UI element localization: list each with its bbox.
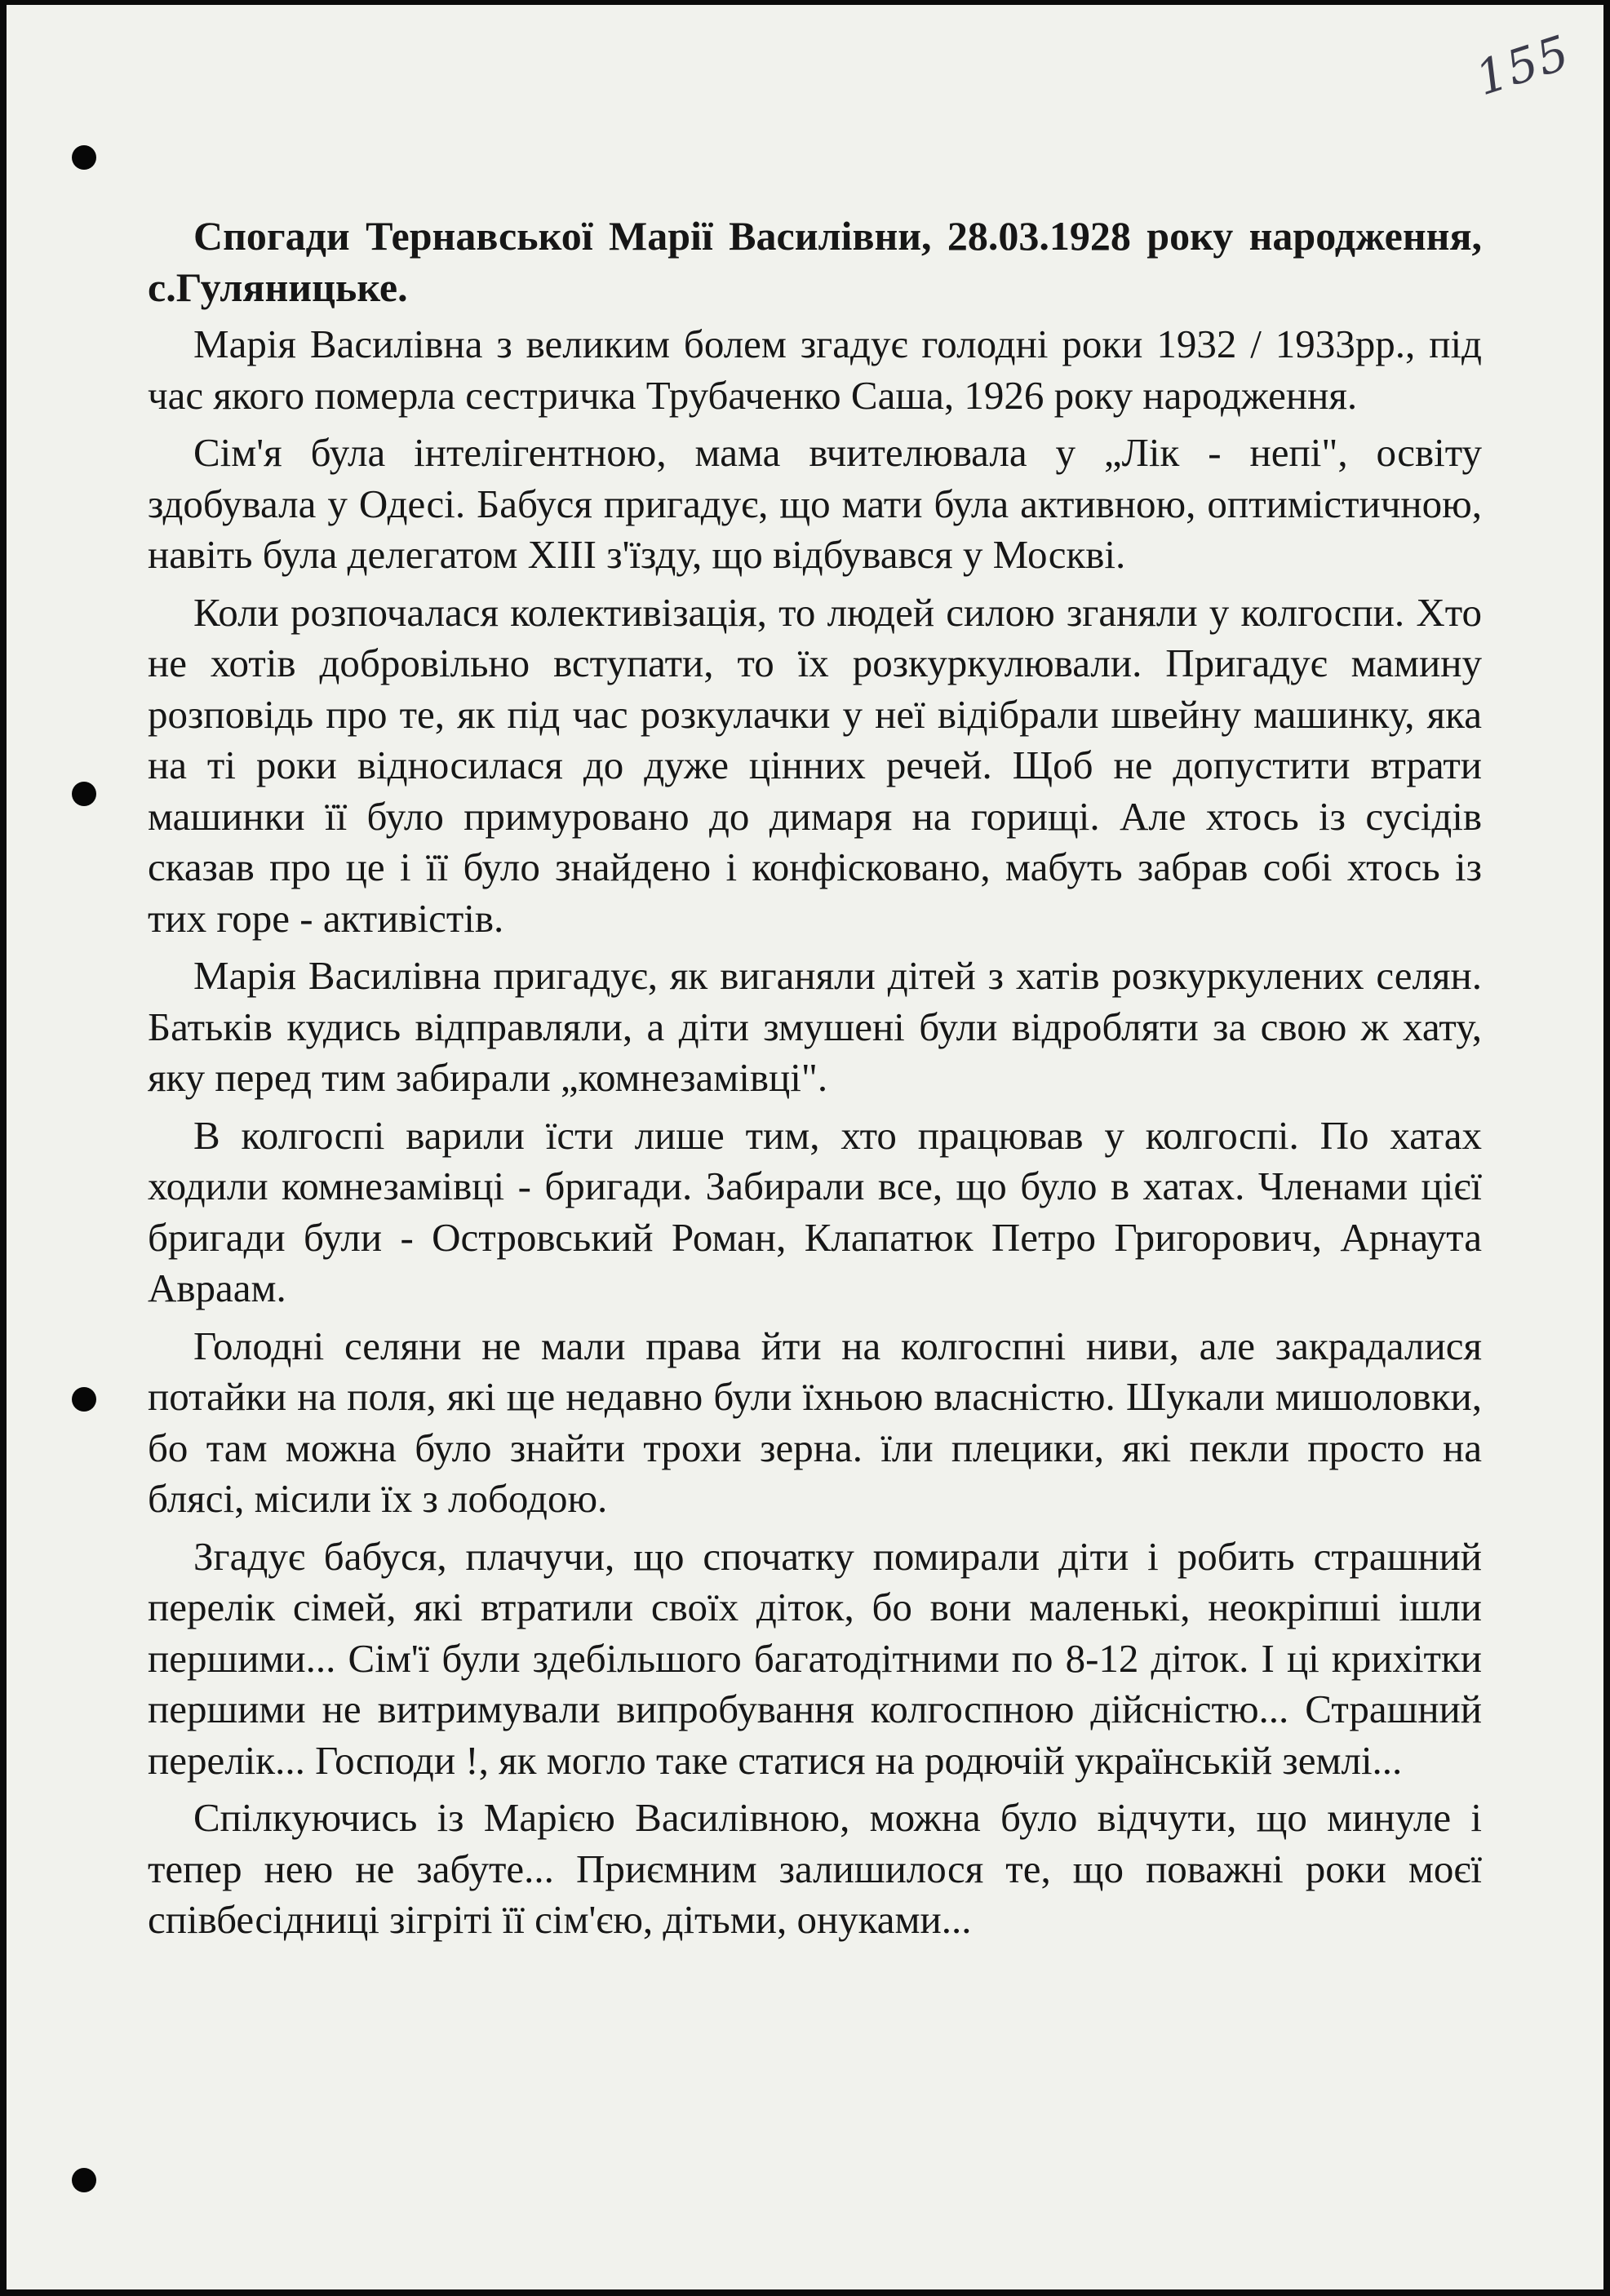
paragraph: Сім'я була інтелігентною, мама вчителювала у „Лік - непі", освіту здобувала у Одесі. Бабуся пригадує, що мати була активною, оптимістичною, навіть була делегатом ХІІІ з'їзду, що відбувався у Москві. bbox=[148, 430, 1482, 577]
paragraph: Згадує бабуся, плачучи, що спочатку помирали діти і робить страшний перелік сімей, які втратили своїх діток, бо вони маленькі, неокріпші ішли першими... Сім'ї були здебільшого багатодітними по 8-12 діток. І ці крихітки першими не витримували випробування колгоспною дійсністю... Страшний перелік... Господи !, як могло таке статися на родючій українській землі... bbox=[148, 1533, 1482, 1783]
handwritten-page-number: 155 bbox=[1469, 24, 1577, 107]
document-title: Спогади Тернавської Марії Василівни, 28.03.1928 року народження, с.Гуляницьке. bbox=[148, 213, 1482, 310]
paragraph: Коли розпочалася колективізація, то людей силою зганяли у колгоспи. Хто не хотів добровільно вступати, то їх розкуркулювали. Пригадує мамину розповідь про те, як під час розкулачки у неї відібрали швейну машинку, яка на ті роки відносилася до дуже цінних речей. Щоб не допустити втрати машинки її було примуровано до димаря на горищі. Але хтось із сусідів сказав про це і її було знайдено і конфісковано, мабуть забрав собі хтось із тих горе - активістів. bbox=[148, 589, 1482, 941]
paragraph: В колгоспі варили їсти лише тим, хто працював у колгоспі. По хатах ходили комнезамівці - бригади. Забирали все, що було в хатах. Членами цієї бригади були - Островський Роман, Клапатюк Петро Григорович, Арнаута Авраам. bbox=[148, 1112, 1482, 1310]
document-page bbox=[7, 5, 1603, 2289]
punch-hole bbox=[72, 2168, 96, 2192]
punch-hole bbox=[72, 782, 96, 806]
punch-hole bbox=[72, 145, 96, 170]
paragraph: Голодні селяни не мали права йти на колгоспні ниви, але закрадалися потайки на поля, які ще недавно були їхньою власністю. Шукали мишоловки, бо там можна було знайти трохи зерна. їли плецики, які пекли просто на блясі, місили їх з лободою. bbox=[148, 1323, 1482, 1521]
document-body bbox=[148, 211, 1482, 1952]
paragraph: Марія Василівна пригадує, як виганяли дітей з хатів розкуркулених селян. Батьків кудись відправляли, а діти змушені були відробляти за свою ж хату, яку перед тим забирали „комнезамівці". bbox=[148, 953, 1482, 1100]
paragraph: Спілкуючись із Марією Василівною, можна було відчути, що минуле і тепер нею не забуте... Приємним залишилося те, що поважні роки моєї співбесідниці зігріті її сім'єю, дітьми, онуками... bbox=[148, 1795, 1482, 1942]
paragraph: Марія Василівна з великим болем згадує голодні роки 1932 / 1933рр., під час якого померла сестричка Трубаченко Саша, 1926 року народження. bbox=[148, 321, 1482, 418]
punch-hole bbox=[72, 1387, 96, 1412]
